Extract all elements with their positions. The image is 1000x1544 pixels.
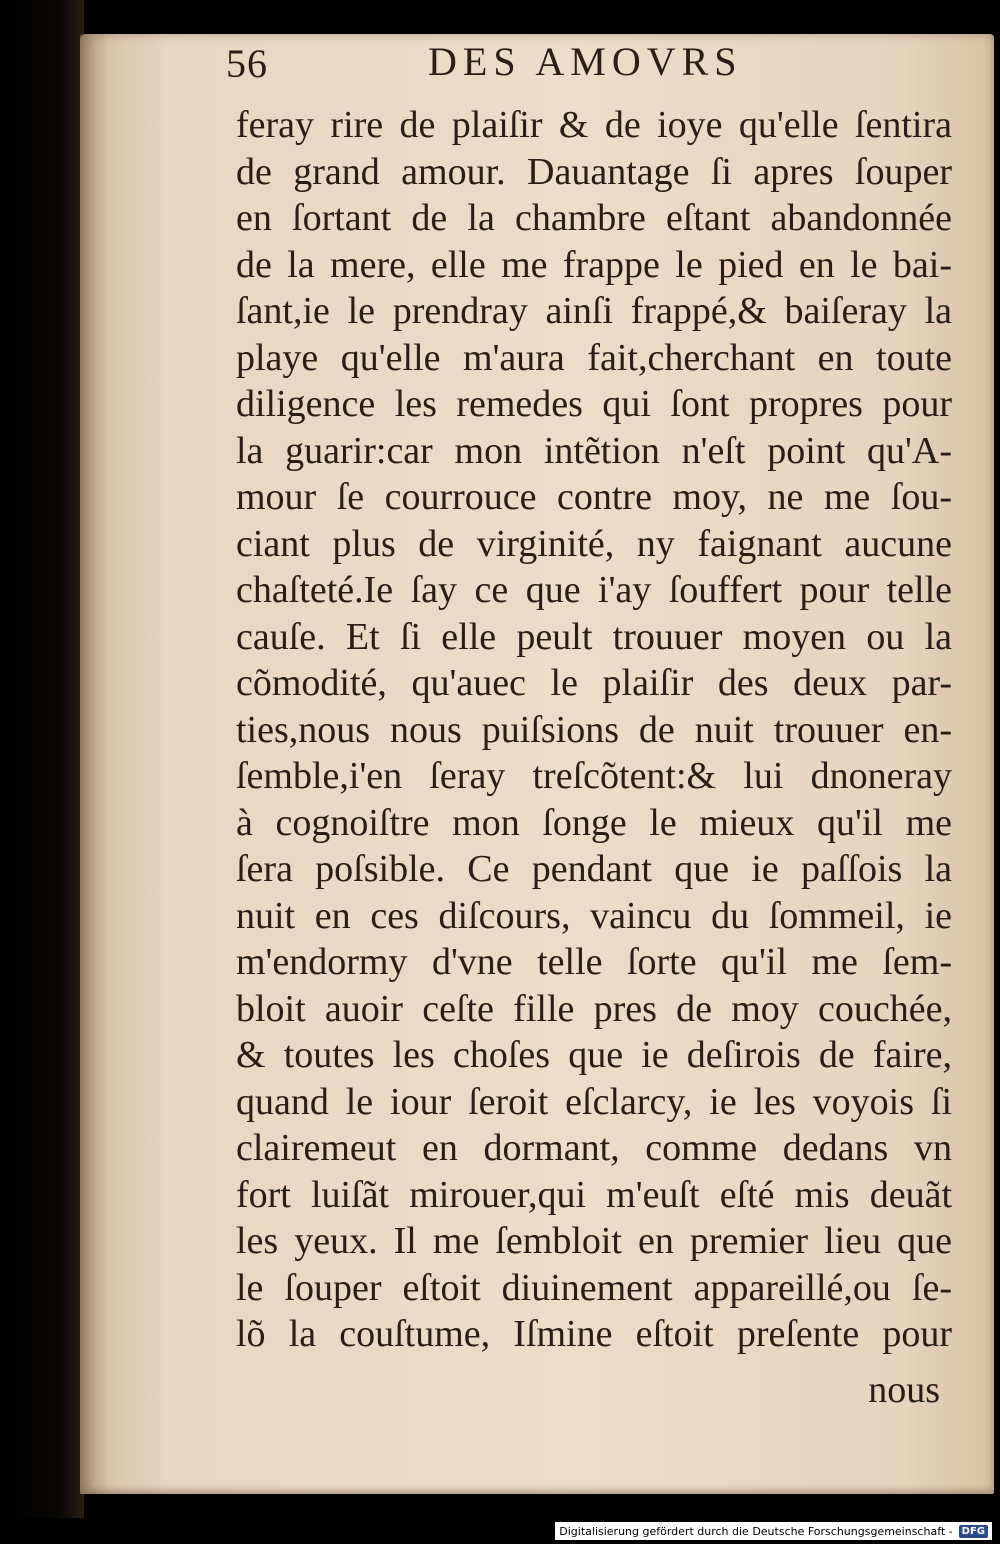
text-line: ſera poſsible. Ce pendant que ie paſſois la — [236, 848, 952, 890]
running-title: DES AMOVRS — [428, 39, 743, 84]
text-line: diligence les remedes qui ſont propres pour — [236, 383, 952, 425]
text-line: ſemble,i'en ſeray treſcõtent:& lui dnoneray — [236, 755, 952, 797]
text-line: nuit en ces diſcours, vaincu du ſommeil, ie — [236, 894, 952, 937]
credit-text: Digitalisierung gefördert durch die Deutsche Forschungsgemeinschaft - — [559, 1524, 953, 1538]
text-line: clairemeut en dormant, comme dedans vn — [236, 1127, 952, 1169]
text-line: de grand amour. Dauantage ſi apres ſouper — [236, 150, 952, 193]
funding-credit — [555, 1522, 992, 1540]
footer-bar — [0, 1518, 1000, 1544]
text-line: les yeux. Il me ſembloit en premier lieu que — [236, 1220, 952, 1262]
text-line: en ſortant de la chambre eſtant abandonnée — [236, 197, 952, 239]
text-line: feray rire de plaiſir & de ioye qu'elle ſentira — [236, 104, 952, 146]
text-line: le ſouper eſtoit diuinement appareillé,ou ſe- — [236, 1266, 952, 1309]
catchword: nous — [868, 1369, 940, 1411]
text-line: chaſteté.Ie ſay ce que i'ay ſouffert pour telle — [236, 569, 952, 611]
text-line: de la mere, elle me frappe le pied en le bai- — [236, 243, 952, 286]
page-gutter-shadow — [0, 0, 84, 1544]
text-line: m'endormy d'vne telle ſorte qu'il me ſem- — [236, 941, 952, 983]
text-line: ties,nous nous puiſsions de nuit trouuer en- — [236, 708, 952, 751]
text-line: bloit auoir ceſte fille pres de moy couchée, — [236, 987, 952, 1030]
text-line: playe qu'elle m'aura fait,cherchant en toute — [236, 336, 952, 379]
text-line: ciant plus de virginité, ny faignant aucune — [236, 522, 952, 565]
text-line: lõ la couſtume, Iſmine eſtoit preſente pour — [236, 1313, 952, 1355]
text-line: ſant,ie le prendray ainſi frappé,& baiſeray la — [236, 290, 952, 332]
page-header — [222, 36, 942, 86]
dfg-logo-icon: DFG — [959, 1525, 988, 1538]
text-line: fort luiſãt mirouer,qui m'euſt eſté mis deuãt — [236, 1173, 952, 1216]
text-line: mour ſe courrouce contre moy, ne me ſou- — [236, 476, 952, 518]
text-line: quand le iour ſeroit eſclarcy, ie les voyois ſi — [236, 1080, 952, 1123]
text-line: cõmodité, qu'auec le plaiſir des deux par- — [236, 662, 952, 704]
text-line: & toutes les choſes que ie deſirois de faire, — [236, 1034, 952, 1076]
text-line: cauſe. Et ſi elle peult trouuer moyen ou la — [236, 615, 952, 658]
text-line: la guarir:car mon intẽtion n'eſt point qu'A- — [236, 429, 952, 472]
page-number: 56 — [226, 41, 268, 86]
body-text — [236, 102, 952, 1358]
text-line: à cognoiſtre mon ſonge le mieux qu'il me — [236, 801, 952, 844]
